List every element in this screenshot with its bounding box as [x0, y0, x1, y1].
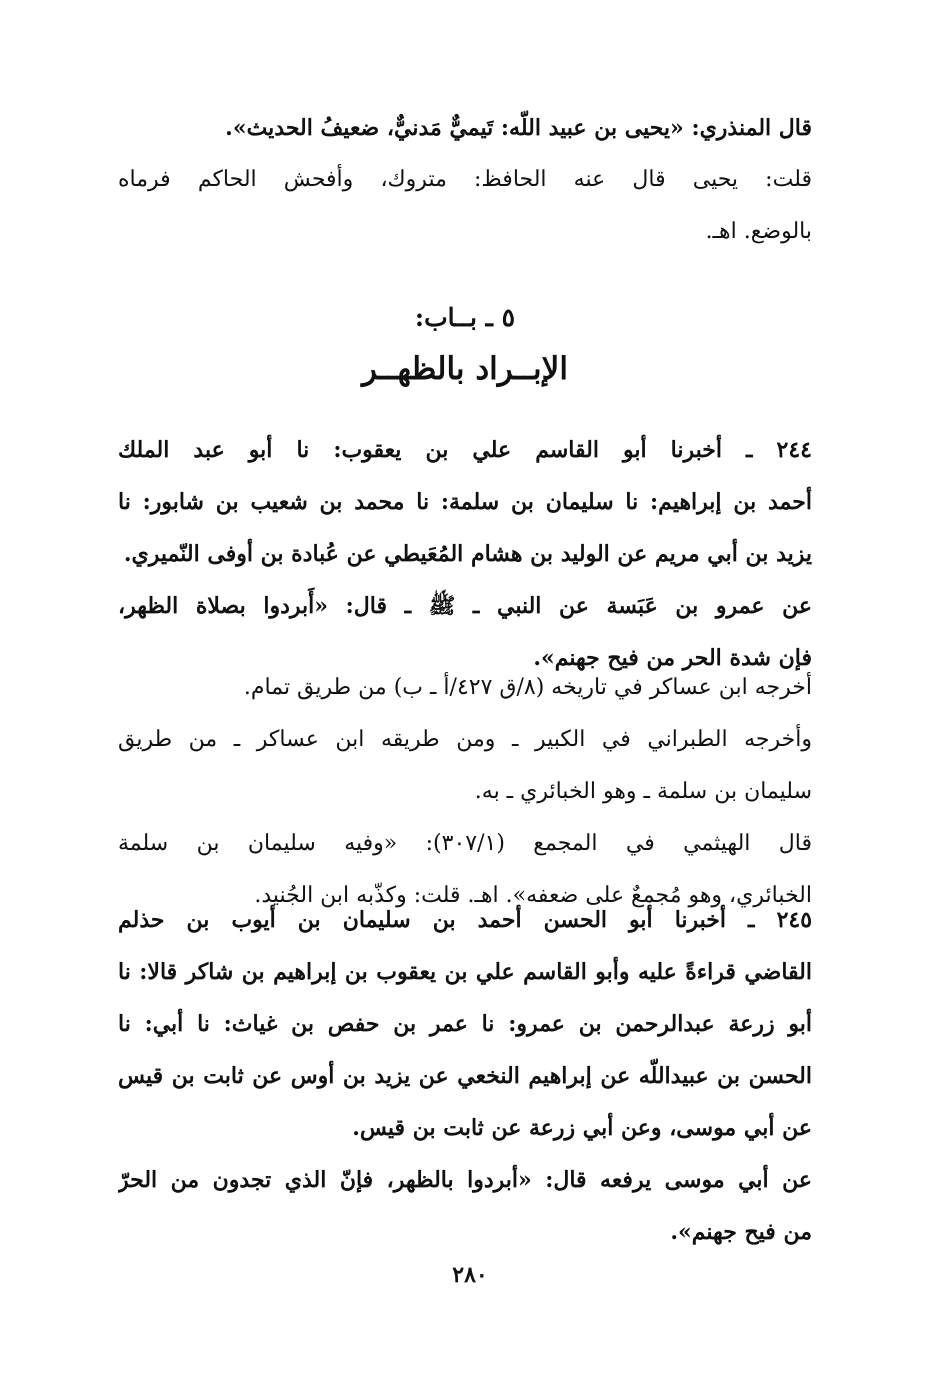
matn-line: من فيح جهنم». — [670, 1219, 812, 1245]
matn-line: عن أبي موسى يرفعه قال: «أبردوا بالظهر، فإنّ الذي تجدون من الحرّ — [118, 1167, 812, 1193]
chapter-title: الإبــراد بالظهــر — [362, 351, 568, 387]
takhrij-line: الخبائري، وهو مُجمعٌ على ضعفه». اهـ. قلت: وكذّبه ابن الجُنيد. — [254, 883, 812, 908]
matn-line: عن عمرو بن عَبَسة عن النبي ـ ﷺ ـ قال: «أَبردوا بصلاة الظهر، — [118, 593, 812, 619]
hadith-245 — [118, 894, 812, 1258]
isnad-line: أحمد بن إبراهيم: نا سليمان بن سلمة: نا محمد بن شعيب بن شابور: نا — [118, 489, 812, 515]
text-line: قلت: يحيى قال عنه الحافظ: متروك، وأفحش الحاكم فرماه — [118, 167, 812, 192]
isnad-line: عن أبي موسى، وعن أبي زرعة عن ثابت بن قيس. — [352, 1115, 812, 1141]
takhrij-line: وأخرجه الطبراني في الكبير ـ ومن طريقه ابن عساكر ـ من طريق — [118, 727, 812, 752]
takhrij-244 — [118, 662, 812, 922]
text-line: بالوضع. اهـ. — [705, 219, 812, 244]
page-number: ٢٨٠ — [452, 1262, 488, 1288]
isnad-line: ٢٤٥ ـ أخبرنا أبو الحسن أحمد بن سليمان بن أيوب بن حذلم — [118, 907, 812, 933]
takhrij-line: أخرجه ابن عساكر في تاريخه (٨/ق ٤٢٧/أ ـ ب) من طريق تمام. — [243, 675, 812, 700]
hadith-244 — [118, 424, 812, 684]
isnad-line: ٢٤٤ ـ أخبرنا أبو القاسم علي بن يعقوب: نا أبو عبد الملك — [118, 437, 812, 463]
matn-line: فإن شدة الحر من فيح جهنم». — [533, 645, 812, 671]
isnad-line: القاضي قراءةً عليه وأبو القاسم علي بن يعقوب بن إبراهيم بن شاكر قالا: نا — [118, 959, 812, 985]
text-line: قال المنذري: «يحيى بن عبيد اللّه: تَيميٌّ مَدنيٌّ، ضعيفُ الحديث». — [225, 115, 812, 141]
isnad-line: يزيد بن أبي مريم عن الوليد بن هشام المُعَيطي عن عُبادة بن أوفى النّميري. — [123, 541, 812, 567]
isnad-line: الحسن بن عبيداللّه عن إبراهيم النخعي عن يزيد بن أوس عن ثابت بن قيس — [118, 1063, 812, 1089]
previous-entry-commentary — [118, 102, 812, 258]
isnad-line: أبو زرعة عبدالرحمن بن عمرو: نا عمر بن حفص بن غياث: نا أبي: نا — [118, 1011, 812, 1037]
takhrij-line: قال الهيثمي في المجمع (٣٠٧/١): «وفيه سليمان بن سلمة — [118, 831, 812, 856]
chapter-number: ٥ ـ بــاب: — [414, 303, 516, 332]
takhrij-line: سليمان بن سلمة ـ وهو الخبائري ـ به. — [474, 779, 812, 804]
